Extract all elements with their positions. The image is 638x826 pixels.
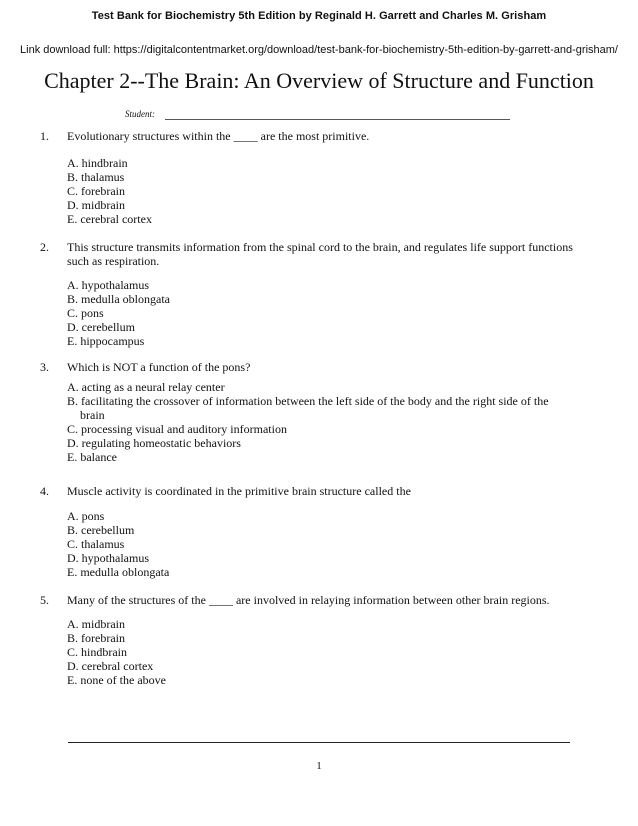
- answer-option: E. cerebral cortex: [67, 212, 152, 226]
- question-number: 1.: [40, 129, 49, 143]
- option-list: [67, 156, 587, 226]
- question-number: 3.: [40, 360, 49, 374]
- answer-option: D. midbrain: [67, 198, 125, 212]
- question-number: 5.: [40, 593, 49, 607]
- download-link[interactable]: Link download full: https://digitalcontentmarket.org/download/test-bank-for-biochemistry-5th-edition-by-garrett-and-grisham/: [20, 44, 618, 56]
- answer-option: D. cerebellum: [67, 320, 135, 334]
- student-label: Student:: [125, 109, 155, 119]
- answer-option: C. thalamus: [67, 537, 125, 551]
- chapter-title: Chapter 2--The Brain: An Overview of Structure and Function: [44, 68, 594, 93]
- answer-option: B. forebrain: [67, 631, 125, 645]
- answer-option: A. midbrain: [67, 617, 125, 631]
- question-stem: Which is NOT a function of the pons?: [67, 360, 251, 374]
- answer-option: B. medulla oblongata: [67, 292, 170, 306]
- answer-option: D. cerebral cortex: [67, 659, 154, 673]
- question-stem: Evolutionary structures within the ____ are the most primitive.: [67, 129, 370, 143]
- answer-option: A. hypothalamus: [67, 278, 149, 292]
- answer-option: C. processing visual and auditory information: [67, 422, 287, 436]
- answer-option: E. none of the above: [67, 673, 166, 687]
- question-stem: Many of the structures of the ____ are involved in relaying information between other brain regions.: [67, 593, 550, 607]
- answer-option: E. balance: [67, 450, 117, 464]
- answer-option: A. pons: [67, 509, 105, 523]
- answer-option: A. acting as a neural relay center: [67, 380, 225, 394]
- question-stem: Muscle activity is coordinated in the primitive brain structure called the: [67, 484, 411, 498]
- question-number: 4.: [40, 484, 49, 498]
- answer-option: B. thalamus: [67, 170, 125, 184]
- answer-option: B. cerebellum: [67, 523, 135, 537]
- answer-option: A. hindbrain: [67, 156, 128, 170]
- option-list: [67, 509, 587, 579]
- question-number: 2.: [40, 240, 49, 254]
- answer-option: D. regulating homeostatic behaviors: [67, 436, 241, 450]
- document-header-title: Test Bank for Biochemistry 5th Edition by Reginald H. Garrett and Charles M. Grisham: [91, 10, 547, 22]
- footer-divider: [68, 742, 570, 743]
- answer-option-continuation: brain: [80, 408, 105, 422]
- answer-option: C. forebrain: [67, 184, 125, 198]
- answer-option: E. hippocampus: [67, 334, 145, 348]
- page-number: 1: [316, 760, 322, 772]
- answer-option: D. hypothalamus: [67, 551, 149, 565]
- option-list: [67, 617, 587, 687]
- answer-option: C. hindbrain: [67, 645, 127, 659]
- answer-option: C. pons: [67, 306, 104, 320]
- option-list: [67, 278, 587, 348]
- question-stem: This structure transmits information from the spinal cord to the brain, and regulates life support functions such as respiration.: [67, 240, 573, 268]
- answer-option: E. medulla oblongata: [67, 565, 170, 579]
- answer-option: B. facilitating the crossover of information between the left side of the body and the right side of the: [67, 394, 549, 408]
- option-list: [67, 380, 587, 464]
